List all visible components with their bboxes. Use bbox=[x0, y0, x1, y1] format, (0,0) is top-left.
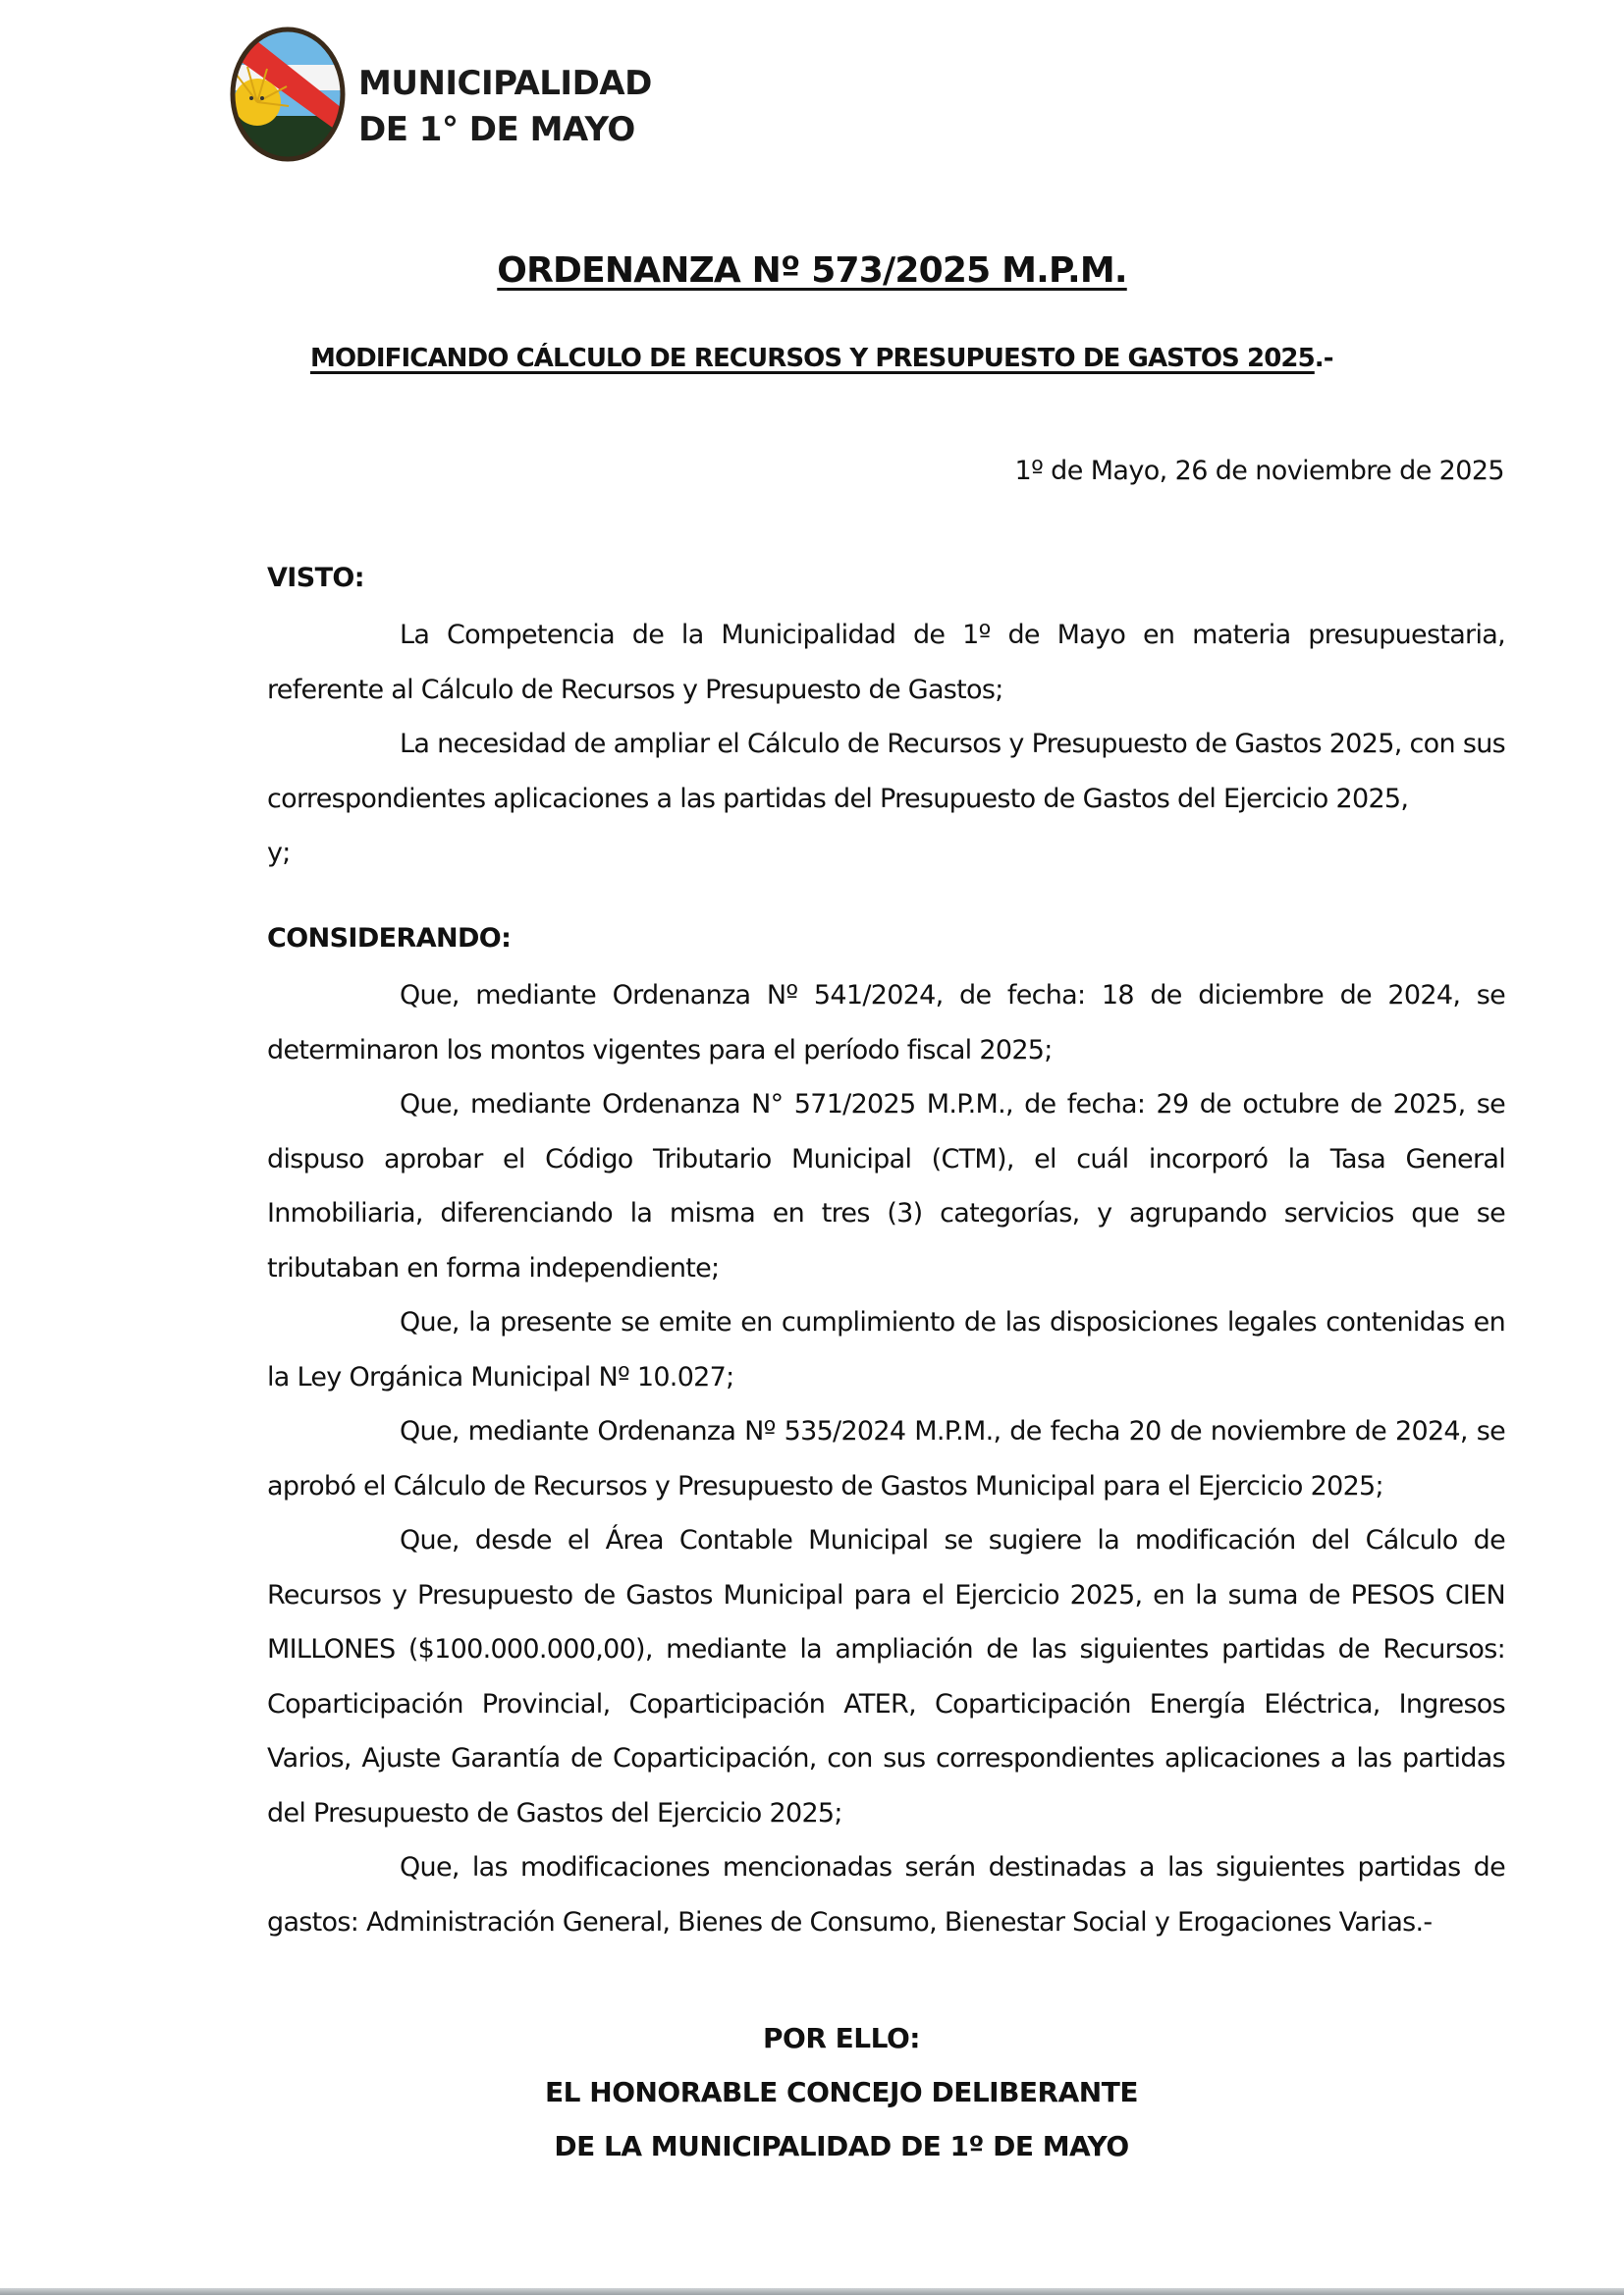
subtitle-suffix: .- bbox=[1314, 344, 1333, 373]
considerando-paragraph: Que, las modificaciones mencionadas serán destinadas a las siguientes partidas de gastos: Administración General, Bienes de Consumo, Bienestar Social y Erogaciones Varias.- bbox=[267, 1852, 1505, 1938]
organization-name-line2: DE 1° DE MAYO bbox=[358, 110, 635, 149]
organization-name-line1: MUNICIPALIDAD bbox=[358, 64, 652, 103]
considerando-paragraph: Que, mediante Ordenanza N° 571/2025 M.P.M., de fecha: 29 de octubre de 2025, se dispuso aprobar el Código Tributario Municipal (CTM), el cuál incorporó la Tasa General Inmobiliaria, diferenciando la misma en tres (3) categorías, y agrupando servicios que se tributaban en forma independiente; bbox=[267, 1089, 1505, 1284]
visto-paragraph: y; bbox=[267, 838, 291, 868]
visto-section bbox=[267, 608, 1505, 881]
considerando-paragraph: Que, la presente se emite en cumplimiento de las disposiciones legales contenidas en la Ley Orgánica Municipal Nº 10.027; bbox=[267, 1307, 1505, 1393]
document-title bbox=[0, 250, 1624, 291]
visto-paragraph: La necesidad de ampliar el Cálculo de Recursos y Presupuesto de Gastos 2025, con sus correspondientes aplicaciones a las partidas del Presupuesto de Gastos del Ejercicio 2025, bbox=[267, 729, 1505, 814]
considerando-section bbox=[267, 968, 1505, 1949]
scan-edge bbox=[0, 2288, 1624, 2295]
por-ello-heading: POR ELLO: bbox=[763, 2022, 920, 2054]
considerando-paragraph: Que, mediante Ordenanza Nº 541/2024, de fecha: 18 de diciembre de 2024, se determinaron los montos vigentes para el período fiscal 2025; bbox=[267, 980, 1505, 1066]
ordinance-number: ORDENANZA Nº 573/2025 M.P.M. bbox=[497, 250, 1127, 291]
council-name-line2: DE LA MUNICIPALIDAD DE 1º DE MAYO bbox=[554, 2130, 1129, 2162]
visto-heading: VISTO: bbox=[267, 563, 364, 593]
considerando-heading: CONSIDERANDO: bbox=[267, 923, 512, 954]
letterhead bbox=[228, 26, 650, 163]
place-date: 1º de Mayo, 26 de noviembre de 2025 bbox=[1014, 456, 1504, 486]
considerando-paragraph: Que, mediante Ordenanza Nº 535/2024 M.P.M., de fecha 20 de noviembre de 2024, se aprobó el Cálculo de Recursos y Presupuesto de Gastos Municipal para el Ejercicio 2025; bbox=[267, 1416, 1505, 1502]
council-name-line1: EL HONORABLE CONCEJO DELIBERANTE bbox=[545, 2076, 1138, 2108]
considerando-paragraph: Que, desde el Área Contable Municipal se sugiere la modificación del Cálculo de Recursos y Presupuesto de Gastos Municipal para el Ejercicio 2025, en la suma de PESOS CIEN MILLONES ($100.000.000,00), mediante la ampliación de las siguientes partidas de Recursos: Coparticipación Provincial, Coparticipación ATER, Coparticipación Energía Eléctrica, Ingresos Varios, Ajuste Garantía de Coparticipación, con sus correspondientes aplicaciones a las partidas del Presupuesto de Gastos del Ejercicio 2025; bbox=[267, 1525, 1505, 1829]
document-subtitle bbox=[310, 344, 1333, 373]
organization-name bbox=[358, 61, 652, 153]
closing-block bbox=[0, 2011, 1624, 2173]
municipal-seal-icon bbox=[228, 26, 348, 163]
subtitle-text: MODIFICANDO CÁLCULO DE RECURSOS Y PRESUPUESTO DE GASTOS 2025 bbox=[310, 344, 1315, 373]
visto-paragraph: La Competencia de la Municipalidad de 1º de Mayo en materia presupuestaria, referente al Cálculo de Recursos y Presupuesto de Gastos; bbox=[267, 620, 1505, 705]
